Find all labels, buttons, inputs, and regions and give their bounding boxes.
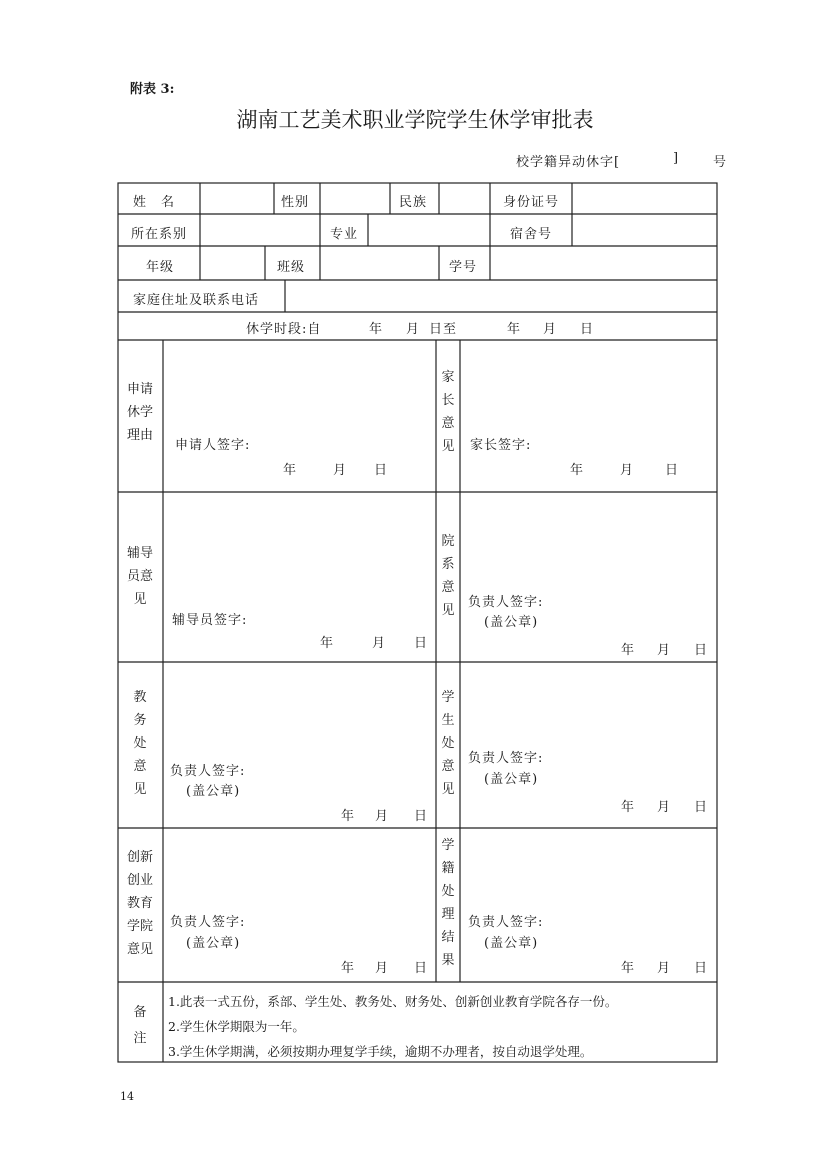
dorm-field[interactable] <box>572 215 717 246</box>
label-name: 姓 名 <box>133 195 176 210</box>
doc-number-prefix: 校学籍异动休字[ <box>516 155 621 170</box>
academic-seal-label: (盖公章) <box>186 784 241 799</box>
parent-opinion-area[interactable] <box>461 341 717 492</box>
page-number: 14 <box>120 1090 134 1103</box>
label-grade: 年级 <box>146 260 175 275</box>
student-affairs-sign-label: 负责人签字: <box>468 751 544 766</box>
note-item-2: 2.学生休学期限为一年。 <box>168 1019 305 1034</box>
apply-reason-area[interactable] <box>164 341 436 492</box>
department-year: 年 <box>621 643 636 658</box>
name-field[interactable] <box>200 184 274 214</box>
label-department-opinion: 院 系 意 见 <box>441 534 455 618</box>
label-parent-opinion: 家 长 意 见 <box>441 370 455 454</box>
innovation-year: 年 <box>341 961 356 976</box>
label-student-id: 学号 <box>449 260 478 275</box>
department-month: 月 <box>657 643 672 658</box>
class-field[interactable] <box>320 247 439 280</box>
period-day-to: 日至 <box>429 322 458 337</box>
label-address-phone: 家庭住址及联系电话 <box>133 293 260 308</box>
grade-field[interactable] <box>200 247 265 280</box>
parent-year: 年 <box>570 463 585 478</box>
form-title: 湖南工艺美术职业学院学生休学审批表 <box>236 108 594 132</box>
period-month2: 月 <box>543 322 558 337</box>
label-gender: 性别 <box>281 195 310 210</box>
student-affairs-day: 日 <box>694 800 709 815</box>
student-affairs-seal-label: (盖公章) <box>484 772 539 787</box>
department-seal-label: (盖公章) <box>484 615 539 630</box>
counselor-day: 日 <box>414 636 429 651</box>
period-year2: 年 <box>507 322 522 337</box>
label-ethnicity: 民族 <box>399 195 428 210</box>
registry-day: 日 <box>694 961 709 976</box>
label-apply-reason: 申请 休学 理由 <box>126 382 153 443</box>
major-field[interactable] <box>368 215 490 246</box>
innovation-seal-label: (盖公章) <box>186 936 241 951</box>
department-sign-label: 负责人签字: <box>468 595 544 610</box>
counselor-year: 年 <box>320 636 335 651</box>
label-academic-affairs-opinion: 教 务 处 意 见 <box>133 690 147 797</box>
parent-sign-label: 家长签字: <box>470 438 532 453</box>
period-label: 休学时段:自 <box>246 322 322 337</box>
label-major: 专业 <box>330 227 359 242</box>
appendix-label: 附表 3: <box>130 82 175 97</box>
academic-day: 日 <box>414 809 429 824</box>
label-registry-result: 学 籍 处 理 结 果 <box>441 838 455 968</box>
period-year1: 年 <box>369 322 384 337</box>
doc-number-bracket: ] <box>673 151 680 166</box>
counselor-month: 月 <box>372 636 387 651</box>
parent-month: 月 <box>620 463 635 478</box>
innovation-day: 日 <box>414 961 429 976</box>
label-counselor-opinion: 辅导 员意 见 <box>126 546 153 607</box>
id-number-field[interactable] <box>572 184 717 214</box>
address-phone-field[interactable] <box>285 281 717 312</box>
period-month1: 月 <box>406 322 421 337</box>
academic-sign-label: 负责人签字: <box>170 764 246 779</box>
department-opinion-area[interactable] <box>461 493 717 662</box>
student-id-field[interactable] <box>490 247 717 280</box>
student-affairs-year: 年 <box>621 800 636 815</box>
parent-day: 日 <box>665 463 680 478</box>
registry-seal-label: (盖公章) <box>484 936 539 951</box>
gender-field[interactable] <box>320 184 390 214</box>
counselor-opinion-area[interactable] <box>164 493 436 662</box>
academic-affairs-opinion-area[interactable] <box>164 663 436 828</box>
doc-number-suffix: 号 <box>713 155 728 170</box>
label-class: 班级 <box>277 260 306 275</box>
academic-month: 月 <box>375 809 390 824</box>
counselor-sign-label: 辅导员签字: <box>172 613 248 628</box>
ethnicity-field[interactable] <box>439 184 490 214</box>
academic-year: 年 <box>341 809 356 824</box>
innovation-month: 月 <box>375 961 390 976</box>
registry-sign-label: 负责人签字: <box>468 915 544 930</box>
note-item-3: 3.学生休学期满，必须按期办理复学手续，逾期不办理者，按自动退学处理。 <box>168 1044 593 1059</box>
label-notes: 备 注 <box>133 1005 147 1046</box>
registry-month: 月 <box>657 961 672 976</box>
apply-day: 日 <box>374 463 389 478</box>
registry-result-area[interactable] <box>461 829 717 982</box>
student-affairs-month: 月 <box>657 800 672 815</box>
label-dorm: 宿舍号 <box>510 227 553 242</box>
apply-month: 月 <box>333 463 348 478</box>
department-field[interactable] <box>200 215 320 246</box>
student-affairs-opinion-area[interactable] <box>461 663 717 828</box>
label-student-affairs-opinion: 学 生 处 意 见 <box>441 690 455 797</box>
period-day2: 日 <box>580 322 595 337</box>
innovation-college-opinion-area[interactable] <box>164 829 436 982</box>
label-id-number: 身份证号 <box>503 195 560 210</box>
innovation-sign-label: 负责人签字: <box>170 915 246 930</box>
label-innovation-college-opinion: 创新 创业 教育 学院 意见 <box>126 850 153 957</box>
apply-year: 年 <box>283 463 298 478</box>
registry-year: 年 <box>621 961 636 976</box>
label-department: 所在系别 <box>131 227 188 242</box>
note-item-1: 1.此表一式五份，系部、学生处、教务处、财务处、创新创业教育学院各存一份。 <box>168 994 618 1009</box>
applicant-sign-label: 申请人签字: <box>175 438 251 453</box>
department-day: 日 <box>694 643 709 658</box>
